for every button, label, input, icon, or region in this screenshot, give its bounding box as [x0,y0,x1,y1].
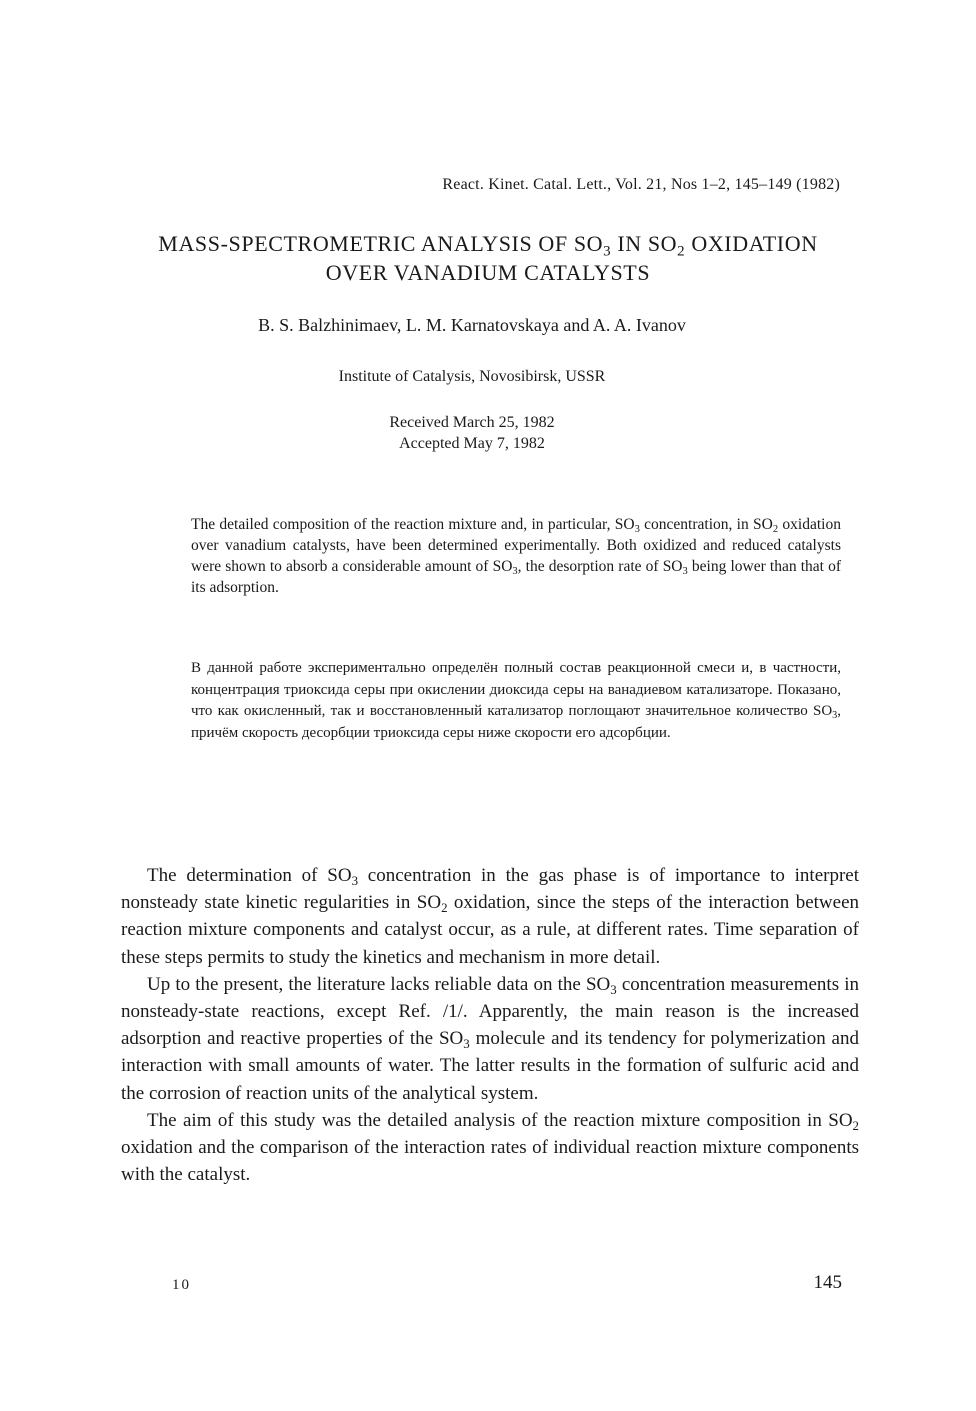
body-sub: 2 [441,900,448,916]
body-paragraph-2 [121,971,859,1107]
abstract-en-text: concentration, in SO [639,516,773,533]
abstract-russian [191,658,841,744]
title-sub-1: 3 [603,243,612,260]
body-paragraph-1 [121,862,859,971]
abstract-en-text: oxidation over vanadium catalysts, have been determined experimentally. Both oxidized and reduced catalysts were shown to absorb a considerable amount of SO [191,516,841,575]
abstract-en-sub: 3 [682,566,688,578]
title-text-1a: MASS-SPECTROMETRIC ANALYSIS OF SO [158,231,604,256]
accepted-date: Accepted May 7, 1982 [399,435,545,452]
abstract-en-sub: 3 [512,566,518,578]
abstract-en-text: The detailed composition of the reaction mixture and, in particular, SO [191,516,635,533]
body-sub: 2 [852,1117,859,1133]
title-sub-2: 2 [677,243,686,260]
abstract-ru-sub: 3 [832,710,838,722]
body-sub: 3 [351,872,359,888]
body-text-span: The determination of SO [147,865,352,886]
abstract-en-sub: 3 [634,524,640,536]
title-text-1b: IN SO [611,231,678,256]
abstract-ru-text: В данной работе экспериментально определён полный состав реакционной смеси и, в частности, концентрация триоксида серы при окислении диоксида серы на ванадиевом катализаторе. Показано, что как окисленный, так и восстановленный катализатор поглощают значительное количество SO [191,660,841,719]
title-line-1 [0,229,976,258]
journal-reference: React. Kinet. Catal. Lett., Vol. 21, Nos 1–2, 145–149 (1982) [442,176,840,193]
signature-mark: 10 [172,1277,191,1293]
page-number: 145 [813,1272,842,1293]
title-line-2: OVER VANADIUM CATALYSTS [325,260,651,285]
body-text-span: oxidation and the comparison of the interaction rates of individual reaction mixture components with the catalyst. [121,1137,859,1186]
body-text [121,862,859,1188]
body-text-span: Up to the present, the literature lacks reliable data on the SO [147,973,611,995]
authors: B. S. Balzhinimaev, L. M. Karnatovskaya and A. A. Ivanov [258,315,686,335]
received-date: Received March 25, 1982 [389,414,555,431]
title-text-1c: OXIDATION [685,231,818,256]
abstract-en-sub: 2 [772,524,779,536]
body-text-span: concentration in the gas phase is of importance to interpret nonsteady state kinetic regularities in SO [121,865,859,914]
body-text-span: molecule and its tendency for polymerization and interaction with small amounts of water. The latter results in the formation of sulfuric acid and the corrosion of reaction units of the analytical system. [121,1028,859,1104]
dates [0,412,944,454]
body-text-span: The aim of this study was the detailed analysis of the reaction mixture composition in SO [147,1109,853,1131]
abstract-en-text: , the desorption rate of SO [517,558,683,575]
affiliation: Institute of Catalysis, Novosibirsk, USSR [338,368,606,385]
body-text-span: concentration measurements in nonsteady-state reactions, except Ref. /1/. Apparently, the main reason is the increased adsorption and reactive properties of the SO [121,973,860,1050]
body-sub: 3 [463,1036,470,1052]
body-text-span: oxidation, since the steps of the interaction between reaction mixture components and catalyst occur, as a rule, at different rates. Time separation of these steps permits to study the kinetics and mechanism in more detail. [121,892,860,968]
abstract-en-text: being lower than that of its adsorption. [191,558,841,596]
abstract-english [191,514,841,598]
body-sub: 3 [610,981,617,997]
body-paragraph-3 [121,1107,859,1189]
abstract-ru-text: , причём скорость десорбции триоксида серы ниже скорости его адсорбции. [191,703,841,741]
article-title [0,229,976,287]
